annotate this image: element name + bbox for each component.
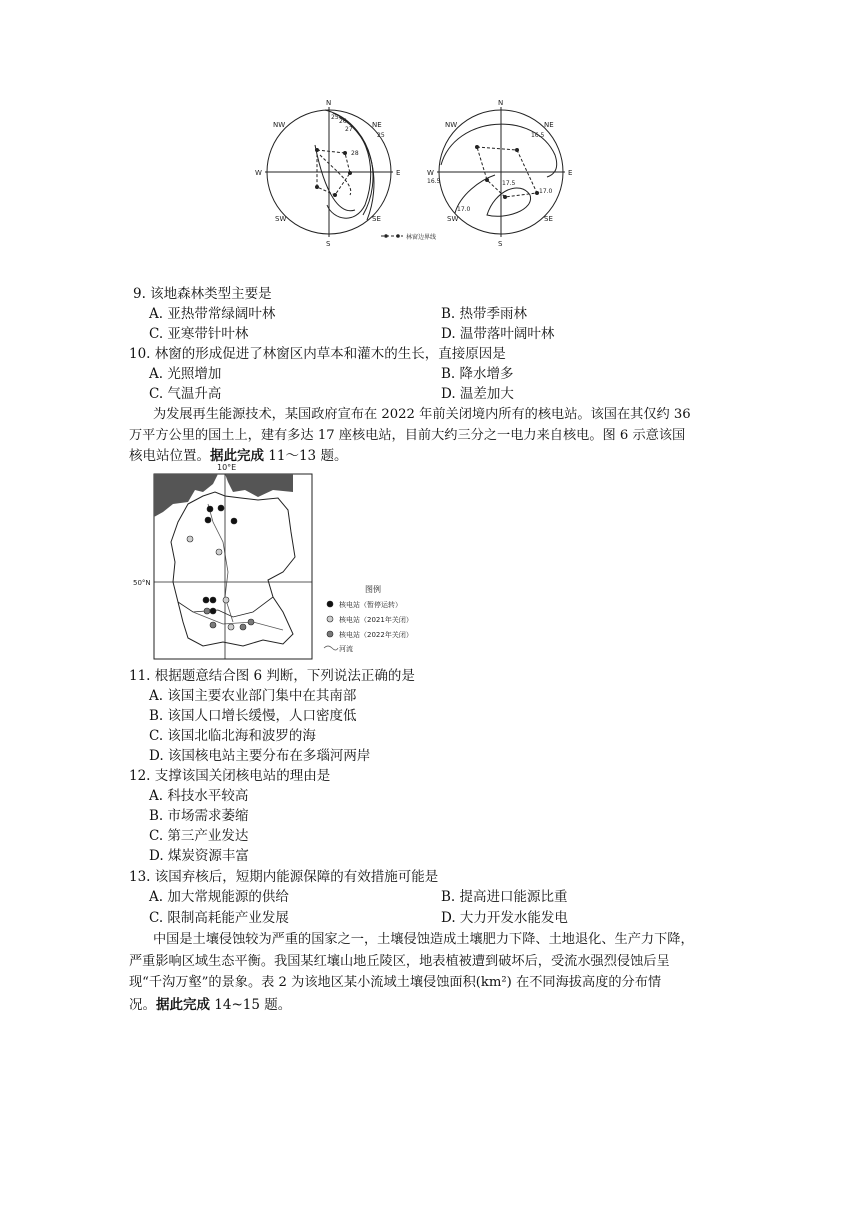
passage2-instruction: 据此完成 <box>210 448 264 464</box>
q13-option-c: C. 限制高耗能产业发展 <box>149 910 289 926</box>
passage3-text: 况。 <box>129 997 156 1013</box>
left-dir-w: W <box>255 169 262 177</box>
figure-legend <box>381 233 436 241</box>
map-legend-title: 图例 <box>365 585 381 594</box>
q10-stem: 10. 林窗的形成促进了林窗区内草本和灌木的生长，直接原因是 <box>129 346 506 362</box>
passage3-line4 <box>129 995 291 1015</box>
left-contour-label: 27 <box>345 126 353 133</box>
q11-stem: 11. 根据题意结合图 6 判断，下列说法正确的是 <box>129 668 415 684</box>
passage2-line1: 为发展再生能源技术，某国政府宣布在 2022 年前关闭境内所有的核电站。该国在其仅约 36 <box>153 407 691 422</box>
right-contour-label: 17.0 <box>457 206 471 213</box>
legend-item: 核电站（2021年关闭） <box>339 616 413 624</box>
q9-option-c: C. 亚寒带针叶林 <box>149 326 249 342</box>
left-dir-s: S <box>326 240 331 248</box>
lat-label: 50°N <box>133 579 151 587</box>
legend-label: 林窗边界线 <box>406 234 437 241</box>
q13-option-a: A. 加大常规能源的供给 <box>149 889 289 905</box>
right-contour-label: 16.5 <box>427 178 441 185</box>
q9-stem: 9. 该地森林类型主要是 <box>133 286 272 302</box>
legend-item: 核电站（2022年关闭） <box>339 631 413 639</box>
right-dir-sw: SW <box>447 215 459 223</box>
q13-option-b: B. 提高进口能源比重 <box>441 889 568 905</box>
q12-option-d: D. 煤炭资源丰富 <box>149 848 249 864</box>
right-dir-se: SE <box>544 215 553 223</box>
right-dir-ne: NE <box>544 121 554 129</box>
q13-option-d: D. 大力开发水能发电 <box>441 910 568 926</box>
right-dir-e: E <box>568 169 573 177</box>
q10-option-a: A. 光照增加 <box>149 366 222 382</box>
q12-option-c: C. 第三产业发达 <box>149 828 249 844</box>
passage3-range: 14~15 题。 <box>210 997 292 1013</box>
right-diagram-labels <box>427 99 572 248</box>
q9-option-a: A. 亚热带常绿阔叶林 <box>149 306 276 322</box>
left-contour-label: 26 <box>339 118 347 125</box>
q11-option-b: B. 该国人口增长缓慢，人口密度低 <box>149 708 357 724</box>
q9-option-d: D. 温带落叶阔叶林 <box>441 326 555 342</box>
q11-option-d: D. 该国核电站主要分布在多瑙河两岸 <box>149 748 371 764</box>
lon-label: 10°E <box>217 463 237 472</box>
q10-option-d: D. 温差加大 <box>441 386 514 402</box>
germany-map-figure <box>133 462 453 662</box>
legend-item: 河流 <box>339 645 353 653</box>
passage2-text: 核电站位置。 <box>129 448 210 464</box>
right-dir-s: S <box>498 240 503 248</box>
right-dir-w: W <box>427 169 434 177</box>
q13-stem: 13. 该国弃核后，短期内能源保障的有效措施可能是 <box>129 869 439 885</box>
left-dir-nw: NW <box>273 121 286 129</box>
passage3-line1: 中国是土壤侵蚀较为严重的国家之一，土壤侵蚀造成土壤肥力下降、土地退化、生产力下降， <box>153 932 694 947</box>
map-legend <box>324 584 413 653</box>
q12-option-a: A. 科技水平较高 <box>149 788 249 804</box>
right-dir-n: N <box>498 99 504 107</box>
q11-option-c: C. 该国北临北海和波罗的海 <box>149 728 316 744</box>
right-contour-label: 17.5 <box>502 180 516 187</box>
left-dir-n: N <box>326 99 332 107</box>
passage3-instruction: 据此完成 <box>156 997 210 1013</box>
q10-option-b: B. 降水增多 <box>441 366 514 382</box>
q12-stem: 12. 支撑该国关闭核电站的理由是 <box>129 768 331 784</box>
left-dir-ne: NE <box>372 121 382 129</box>
right-contour-label: 16.5 <box>531 132 545 139</box>
left-diagram-labels <box>255 99 400 248</box>
right-dir-nw: NW <box>445 121 458 129</box>
q9-option-b: B. 热带季雨林 <box>441 306 528 322</box>
left-contour-label: 28 <box>351 150 359 157</box>
q12-option-b: B. 市场需求萎缩 <box>149 808 249 824</box>
q11-option-a: A. 该国主要农业部门集中在其南部 <box>149 688 357 704</box>
left-contour-label: 25 <box>377 132 385 139</box>
q10-option-c: C. 气温升高 <box>149 386 222 402</box>
passage3-line2: 严重影响区域生态平衡。我国某红壤山地丘陵区，地表植被遭到破坏后，受流水强烈侵蚀后呈 <box>129 954 670 969</box>
left-contour-label: 25 <box>331 114 339 121</box>
right-contour-label: 17.0 <box>539 188 553 195</box>
forest-gap-figure <box>255 95 585 250</box>
left-dir-sw: SW <box>275 215 287 223</box>
legend-item: 核电站（暂停运转） <box>339 601 402 609</box>
left-dir-se: SE <box>372 215 381 223</box>
passage3-line3: 现“千沟万壑”的景象。表 2 为该地区某小流域土壤侵蚀面积(km²) 在不同海拔高度的分布情 <box>129 975 662 990</box>
passage2-line2: 万平方公里的国土上，建有多达 17 座核电站，目前大约三分之一电力来自核电。图 6 示意该国 <box>129 428 686 443</box>
left-dir-e: E <box>396 169 401 177</box>
passage2-range: 11～13 题。 <box>264 448 348 464</box>
